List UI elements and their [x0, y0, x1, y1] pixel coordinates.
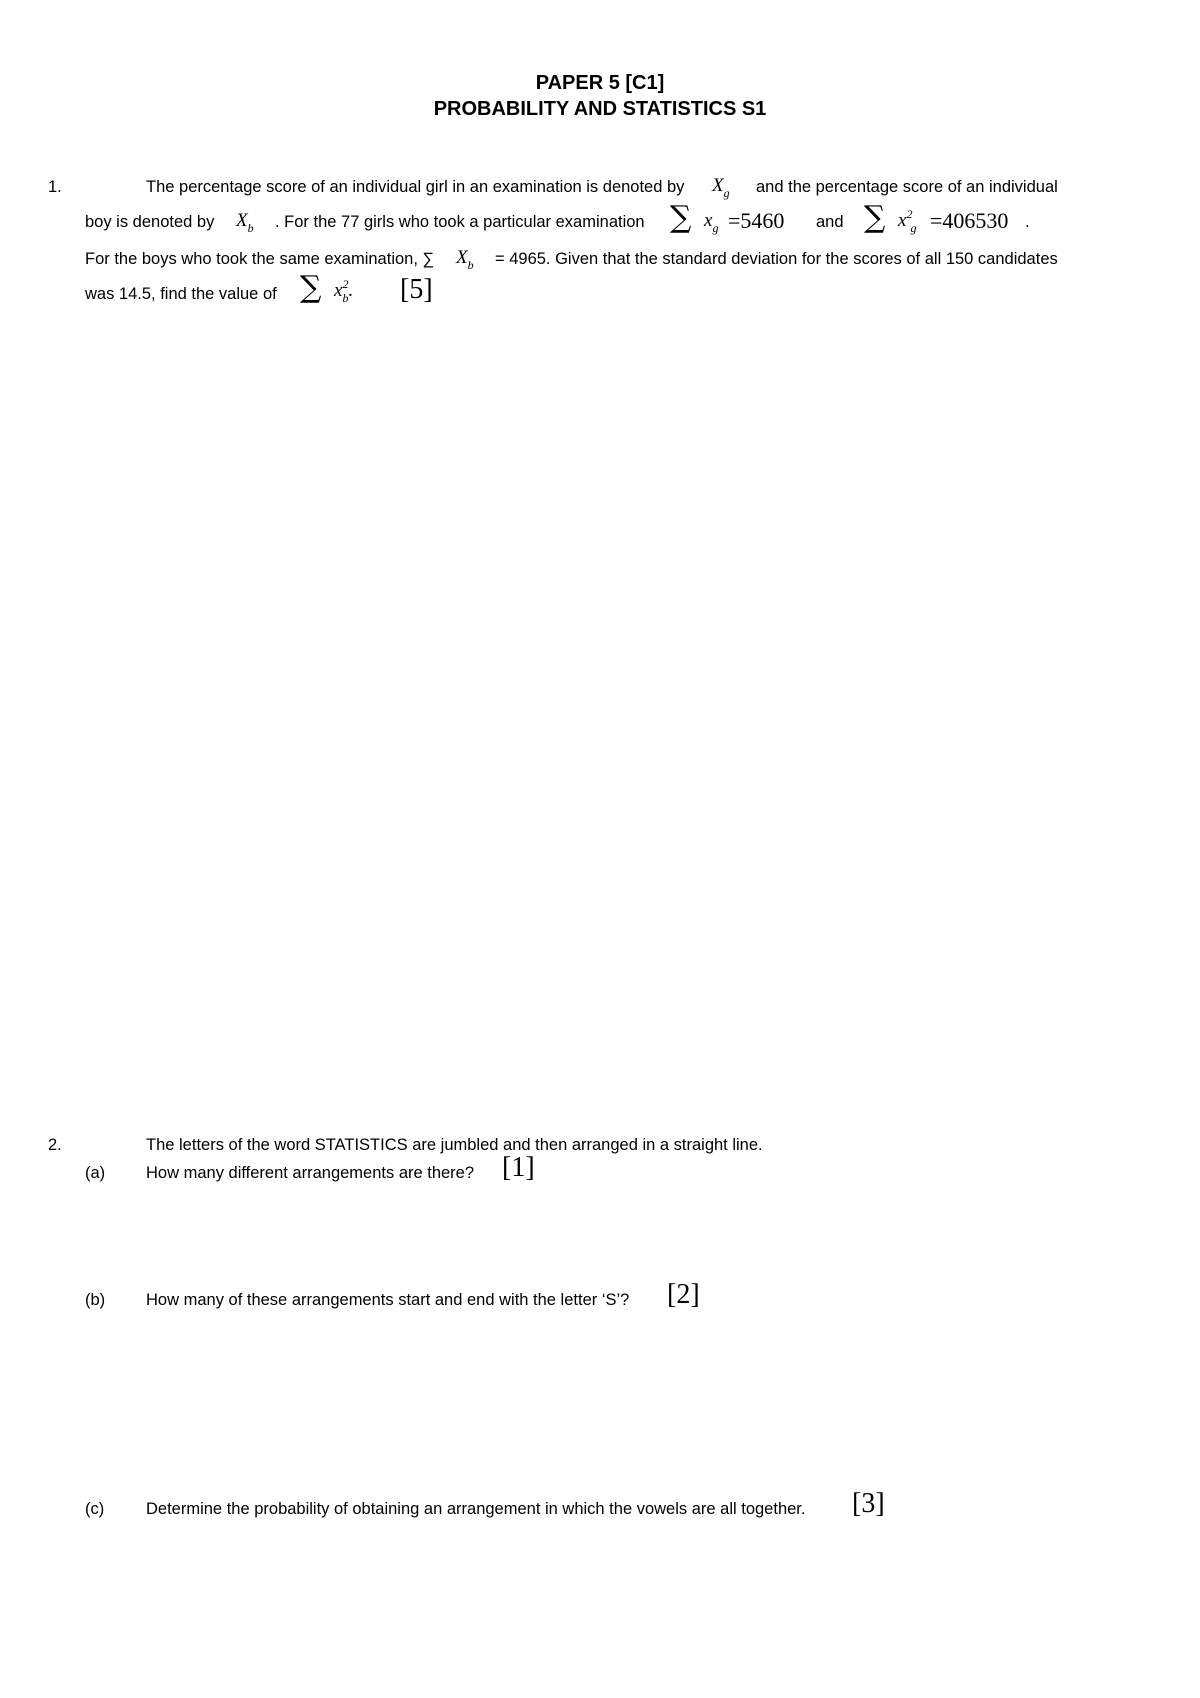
- sum-xg: [704, 210, 719, 235]
- g-subscript: g: [712, 221, 719, 235]
- q1-text-line3b: = 4965. Given that the standard deviation for the scores of all 150 candidates: [495, 250, 1058, 268]
- sum-xg-squared-value: =406530: [930, 208, 1009, 233]
- xg-symbol: [712, 175, 730, 200]
- q1-text-line3a: For the boys who took the same examination, ∑: [85, 250, 435, 268]
- q1-text-line1b: and the percentage score of an individual: [756, 178, 1058, 196]
- sigma-symbol: ∑: [864, 200, 886, 235]
- xb-symbol: [456, 247, 474, 272]
- squared-superscript: 2: [342, 277, 349, 291]
- part-text: How many different arrangements are there?: [146, 1164, 475, 1182]
- q1-text-line4: was 14.5, find the value of: [85, 285, 277, 303]
- paper-title: PAPER 5 [C1]: [535, 72, 665, 94]
- sum-xg-squared: [898, 207, 917, 235]
- q1-text-line1a: The percentage score of an individual girl in an examination is denoted by: [146, 178, 685, 196]
- part-text: Determine the probability of obtaining an arrangement in which the vowels are all together.: [146, 1500, 806, 1518]
- b-subscript: b: [467, 258, 474, 272]
- q2-intro: The letters of the word STATISTICS are jumbled and then arranged in a straight line.: [146, 1136, 763, 1154]
- q1-text-line2b: . For the 77 girls who took a particular examination: [275, 213, 645, 231]
- marks: [2]: [667, 1279, 700, 1310]
- part-label: (a): [85, 1164, 106, 1182]
- x-var: x: [334, 280, 343, 301]
- x-var: x: [704, 210, 713, 231]
- g-subscript: g: [723, 186, 730, 200]
- question-number: 1.: [48, 178, 62, 196]
- part-label: (b): [85, 1291, 106, 1309]
- question-number: 2.: [48, 1136, 62, 1154]
- q1-text-line2a: boy is denoted by: [85, 213, 215, 231]
- marks: [5]: [400, 274, 433, 305]
- part-text: How many of these arrangements start and end with the letter ‘S’?: [146, 1291, 630, 1309]
- xb-symbol: [236, 210, 254, 235]
- x-var: X: [236, 210, 248, 231]
- period: .: [1025, 213, 1030, 231]
- marks: [3]: [852, 1488, 885, 1519]
- g-subscript: g: [910, 221, 917, 235]
- sigma-symbol: ∑: [670, 200, 692, 235]
- squared-superscript: 2: [906, 207, 913, 221]
- marks: [1]: [502, 1152, 535, 1183]
- and-text: and: [816, 213, 844, 231]
- b-subscript: b: [247, 221, 254, 235]
- sum-xb-squared: [334, 277, 354, 305]
- x-var: X: [712, 175, 724, 196]
- period: .: [348, 280, 354, 301]
- sigma-symbol: ∑: [300, 270, 322, 305]
- sum-xg-value: =5460: [728, 208, 785, 233]
- x-var: X: [456, 247, 468, 268]
- part-label: (c): [85, 1500, 105, 1518]
- x-var: x: [898, 210, 907, 231]
- b-subscript: b: [342, 291, 349, 305]
- paper-subtitle: PROBABILITY AND STATISTICS S1: [433, 98, 767, 120]
